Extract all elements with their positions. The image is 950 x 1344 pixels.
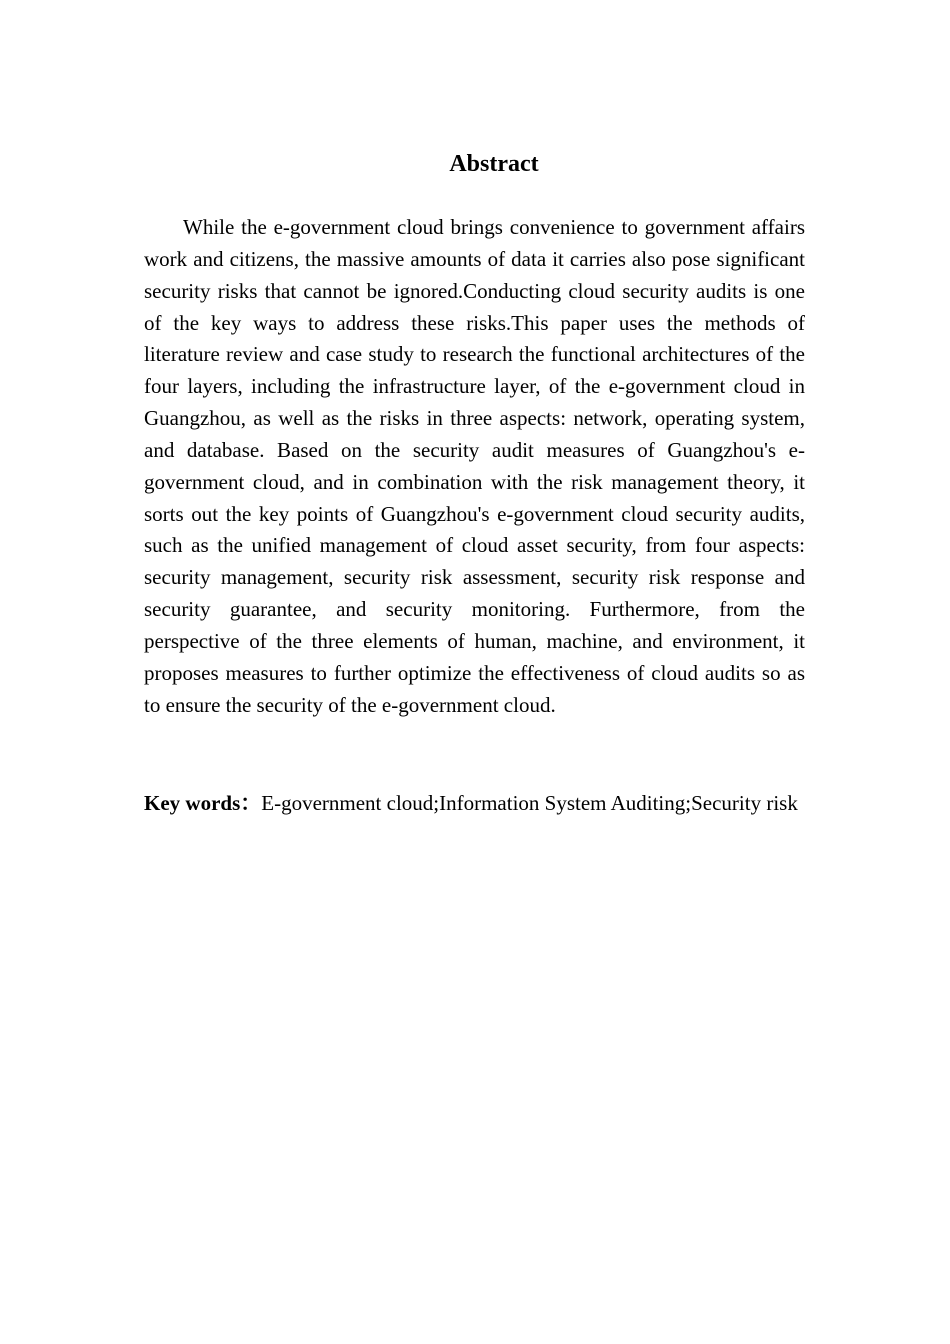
abstract-body: While the e-government cloud brings convenience to government affairs work and citizens, the massive amounts of data it carries also pose significant security risks that cannot be ignored.Conducting cloud security audits is one of the key ways to address these risks.This paper uses the methods of literature review and case study to research the functional architectures of the four layers, including the infrastructure layer, of the e-government cloud in Guangzhou, as well as the risks in three aspects: network, operating system, and database. Based on the security audit measures of Guangzhou's e-government cloud, and in combination with the risk management theory, it sorts out the key points of Guangzhou's e-government cloud security audits, such as the unified management of cloud asset security, from four aspects: security management, security risk assessment, security risk response and security guarantee, and security monitoring. Furthermore, from the perspective of the three elements of human, machine, and environment, it proposes measures to further optimize the effectiveness of cloud audits so as to ensure the security of the e-government cloud. xyxy=(144,215,805,717)
abstract-title: Abstract xyxy=(449,151,539,177)
keywords-value: E-government cloud;Information System Auditing;Security risk xyxy=(261,791,798,815)
keywords-label: Key words： xyxy=(144,791,262,815)
keywords-line xyxy=(144,788,805,819)
